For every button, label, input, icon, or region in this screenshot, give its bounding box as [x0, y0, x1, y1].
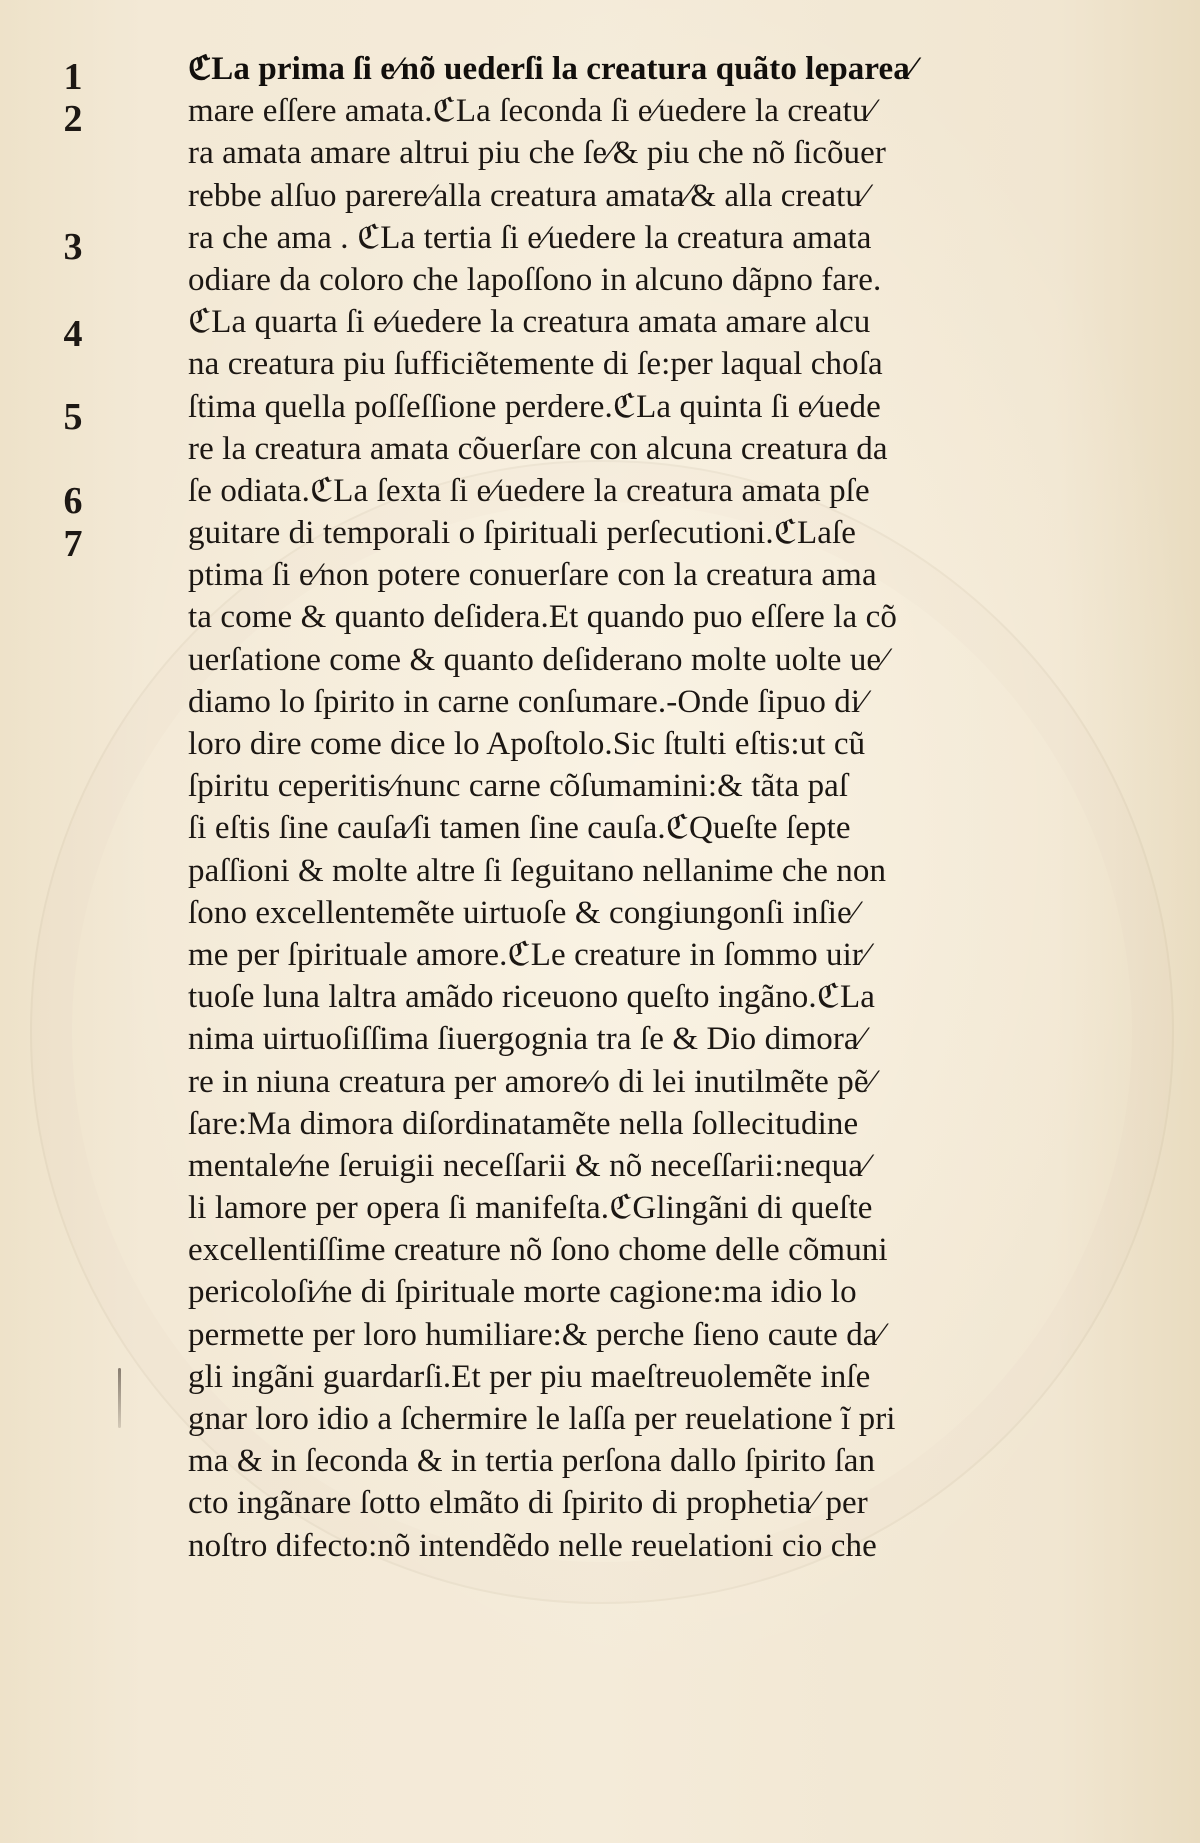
margin-number-6: 6: [63, 480, 83, 522]
text-line: mentale⁄ne ſeruigii neceſſarii & nõ neceſſarii:nequa⁄: [188, 1147, 869, 1184]
margin-numbers: [0, 0, 140, 1843]
margin-number-5: 5: [63, 396, 83, 438]
text-line: ta come & quanto deſidera.Et quando puo eſſere la cõ: [188, 599, 897, 636]
margin-number-3: 3: [63, 226, 83, 268]
text-line: excellentiſſime creature nõ ſono chome delle cõmuni: [188, 1232, 888, 1269]
text-line: permette per loro humiliare:& perche ſieno caute da⁄: [188, 1316, 884, 1353]
margin-number-1: 1: [63, 56, 83, 98]
text-line: guitare di temporali o ſpirituali perſecutioni.ℭLaſe: [188, 515, 857, 552]
text-line: ℭLa quarta ſi e⁄uedere la creatura amata amare alcu: [188, 304, 871, 341]
margin-number-2: 2: [63, 98, 83, 140]
text-line: pericoloſi⁄ne di ſpirituale morte cagione:ma idio lo: [188, 1274, 857, 1311]
text-line: loro dire come dice lo Apoſtolo.Sic ſtulti eſtis:ut cũ: [188, 726, 866, 762]
text-line: nima uirtuoſiſſima ſiuergognia tra ſe & Dio dimora⁄: [188, 1021, 865, 1058]
text-line: tuoſe luna laltra amãdo riceuono queſto ingãno.ℭLa: [188, 979, 876, 1016]
text-line: diamo lo ſpirito in carne conſumare.-Onde ſipuo di⁄: [188, 683, 866, 720]
text-line: ſe odiata.ℭLa ſexta ſi e⁄uedere la creatura amata pſe: [188, 472, 870, 509]
margin-pencil-mark: [118, 1368, 121, 1428]
text-line: li lamore per opera ſi manifeſta.ℭGlingãni di queſte: [188, 1190, 873, 1227]
text-line: na creatura piu ſufficiẽtemente di ſe:per laqual choſa: [188, 346, 883, 383]
text-line: ſono excellentemẽte uirtuoſe & congiungonſi inſie⁄: [188, 894, 858, 931]
body-text: [188, 48, 1093, 1567]
text-line: ℭLa prima ſi e⁄nõ uederſi la creatura quãto leparea⁄: [188, 51, 916, 87]
text-line: rebbe alſuo parere⁄alla creatura amata⁄& alla creatu⁄: [188, 177, 868, 214]
text-line: ſpiritu ceperitis⁄nunc carne cõſumamini:& tãta paſ: [188, 768, 849, 805]
text-line: odiare da coloro che lapoſſono in alcuno dãpno fare.: [188, 261, 882, 298]
text-line: ptima ſi e⁄non potere conuerſare con la creatura ama: [188, 557, 877, 594]
text-line: ra amata amare altrui piu che ſe⁄& piu che nõ ſicõuer: [188, 135, 886, 172]
text-line: noſtro difecto:nõ intendẽdo nelle reuelationi cio che: [188, 1527, 877, 1564]
text-line: ra che ama . ℭLa tertia ſi e⁄uedere la creatura amata: [188, 219, 872, 256]
text-line: uerſatione come & quanto deſiderano molte uolte ue⁄: [188, 641, 887, 678]
text-line: mare eſſere amata.ℭLa ſeconda ſi e⁄uedere la creatu⁄: [188, 93, 875, 130]
text-line: gnar loro idio a ſchermire le laſſa per reuelatione ĩ pri: [188, 1401, 896, 1437]
text-line: ſare:Ma dimora diſordinatamẽte nella ſollecitudine: [188, 1105, 859, 1142]
margin-number-4: 4: [63, 313, 83, 355]
text-line: ſtima quella poſſeſſione perdere.ℭLa quinta ſi e⁄uede: [188, 388, 881, 425]
text-line: re in niuna creatura per amore⁄o di lei inutilmẽte pẽ⁄: [188, 1063, 875, 1100]
margin-number-7: 7: [63, 523, 83, 565]
text-line: cto ingãnare ſotto elmãto di ſpirito di prophetia⁄ per: [188, 1485, 868, 1522]
text-line: paſſioni & molte altre ſi ſeguitano nellanime che non: [188, 852, 887, 889]
text-line: me per ſpirituale amore.ℭLe creature in ſommo uir⁄: [188, 936, 869, 973]
text-line: re la creatura amata cõuerſare con alcuna creatura da: [188, 430, 888, 467]
text-line: gli ingãni guardarſi.Et per piu maeſtreuolemẽte inſe: [188, 1358, 871, 1395]
text-line: ma & in ſeconda & in tertia perſona dallo ſpirito ſan: [188, 1443, 876, 1480]
text-line: ſi eſtis ſine cauſa⁄ſi tamen ſine cauſa.ℭQueſte ſepte: [188, 810, 851, 847]
